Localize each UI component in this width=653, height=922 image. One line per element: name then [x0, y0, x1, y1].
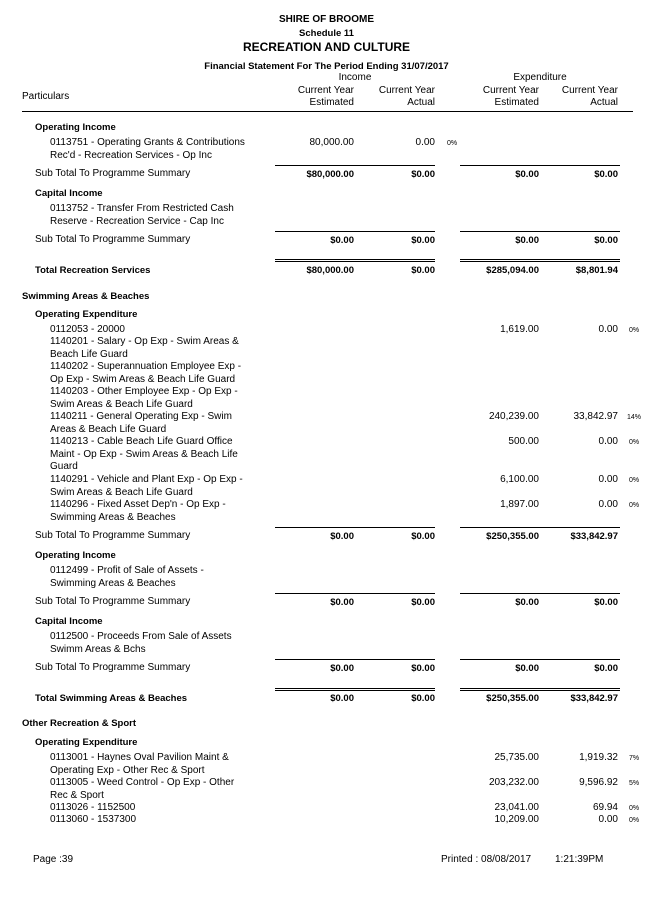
expenditure-actual-value: 33,842.97 [573, 411, 618, 422]
subtotal-exp-act: $0.00 [594, 235, 618, 246]
particulars-label: Particulars [22, 91, 70, 102]
subtotal-label: Sub Total To Programme Summary [35, 530, 191, 541]
percent-value: 5% [629, 780, 640, 787]
total-rule [275, 688, 435, 689]
percent-value: 0% [629, 805, 640, 812]
col-exp-est-h2: Estimated [494, 97, 539, 108]
total-inc-act: $0.00 [411, 265, 435, 276]
subtotal-label: Sub Total To Programme Summary [35, 168, 191, 179]
line-item-desc: 0113751 - Operating Grants & Contributions Rec'd - Recreation Services - Op Inc [50, 137, 245, 161]
expenditure-actual-value: 0.00 [598, 499, 618, 510]
col-exp-act-h2: Actual [590, 97, 618, 108]
percent-value: 0% [629, 327, 640, 334]
line-item-desc: 0113005 - Weed Control - Op Exp - Other Rec & Sport [50, 777, 235, 801]
total-exp-act: $8,801.94 [575, 265, 618, 276]
subtotal-inc-est: $0.00 [330, 531, 354, 542]
total-rule [275, 259, 435, 260]
subtotal-rule [275, 593, 435, 594]
income-estimated-value: 80,000.00 [309, 137, 354, 148]
income-actual-value: 0.00 [415, 137, 435, 148]
subtotal-rule [460, 527, 620, 528]
org-name: SHIRE OF BROOME [278, 14, 374, 25]
line-item-desc: 0112053 - 20000 [50, 324, 125, 335]
subtotal-inc-act: $0.00 [411, 235, 435, 246]
total-rule [460, 261, 620, 262]
subtotal-inc-est: $0.00 [330, 663, 354, 674]
subtotal-inc-act: $0.00 [411, 597, 435, 608]
expenditure-actual-value: 0.00 [598, 324, 618, 335]
percent-value: 0% [629, 477, 640, 484]
col-inc-act-h1: Current Year [378, 85, 435, 96]
section-heading: Capital Income [35, 188, 103, 199]
line-item-desc: 1140203 - Other Employee Exp - Op Exp - Swim Areas & Beach Life Guard [50, 386, 238, 410]
col-exp-est-h1: Current Year [482, 85, 539, 96]
subtotal-exp-est: $0.00 [515, 169, 539, 180]
percent-value: 0% [629, 502, 640, 509]
subtotal-rule [275, 231, 435, 232]
printed-time: 1:21:39PM [555, 854, 604, 865]
income-label: Income [338, 72, 372, 83]
total-rule [460, 259, 620, 260]
expenditure-estimated-value: 500.00 [508, 436, 539, 447]
subtotal-exp-act: $0.00 [594, 597, 618, 608]
percent-value: 0% [629, 439, 640, 446]
page-subtitle: Financial Statement For The Period Ending 31/07/2017 [204, 61, 449, 72]
section-heading: Operating Expenditure [35, 309, 138, 320]
page-title: RECREATION AND CULTURE [242, 40, 411, 54]
section-heading: Capital Income [35, 616, 103, 627]
expenditure-actual-value: 1,919.32 [579, 752, 618, 763]
subtotal-rule [275, 165, 435, 166]
subtotal-inc-est: $80,000.00 [306, 169, 354, 180]
expenditure-estimated-value: 1,897.00 [500, 499, 539, 510]
total-inc-est: $0.00 [330, 693, 354, 704]
total-exp-est: $285,094.00 [486, 265, 539, 276]
expenditure-actual-value: 0.00 [598, 814, 618, 825]
line-item-desc: 1140201 - Salary - Op Exp - Swim Areas & Beach Life Guard [50, 336, 239, 360]
line-item-desc: 0112500 - Proceeds From Sale of Assets Swimm Areas & Bchs [50, 631, 232, 655]
line-item-desc: 1140213 - Cable Beach Life Guard Office Maint - Op Exp - Swim Areas & Beach Life Guard [50, 436, 238, 472]
line-item-desc: 0113060 - 1537300 [50, 814, 137, 825]
program-heading: Swimming Areas & Beaches [22, 291, 150, 302]
total-rule [460, 688, 620, 689]
section-heading: Operating Expenditure [35, 737, 138, 748]
expenditure-estimated-value: 25,735.00 [494, 752, 539, 763]
subtotal-rule [460, 593, 620, 594]
percent-value: 0% [447, 140, 458, 147]
line-item-desc: 0113752 - Transfer From Restricted Cash Reserve - Recreation Service - Cap Inc [50, 203, 234, 227]
expenditure-estimated-value: 203,232.00 [488, 777, 539, 788]
expenditure-actual-value: 0.00 [598, 436, 618, 447]
expenditure-actual-value: 9,596.92 [579, 777, 618, 788]
expenditure-estimated-value: 6,100.00 [500, 474, 539, 485]
subtotal-exp-act: $33,842.97 [570, 531, 618, 542]
subtotal-rule [460, 165, 620, 166]
subtotal-exp-est: $0.00 [515, 235, 539, 246]
col-inc-act-h2: Actual [407, 97, 435, 108]
printed-date: Printed : 08/08/2017 [441, 854, 532, 865]
col-inc-est-h2: Estimated [309, 97, 354, 108]
line-item-desc: 0113001 - Haynes Oval Pavilion Maint & Operating Exp - Other Rec & Sport [50, 752, 229, 776]
line-item-desc: 0112499 - Profit of Sale of Assets - Swimming Areas & Beaches [50, 565, 204, 589]
line-item-desc: 1140296 - Fixed Asset Dep'n - Op Exp - Swimming Areas & Beaches [50, 499, 226, 523]
percent-value: 7% [629, 755, 640, 762]
col-inc-est-h1: Current Year [297, 85, 354, 96]
subtotal-label: Sub Total To Programme Summary [35, 662, 191, 673]
total-label: Total Swimming Areas & Beaches [35, 693, 188, 704]
total-rule [275, 690, 435, 691]
header-rule [22, 111, 633, 112]
subtotal-inc-est: $0.00 [330, 597, 354, 608]
total-rule [460, 690, 620, 691]
subtotal-exp-act: $0.00 [594, 169, 618, 180]
expenditure-estimated-value: 10,209.00 [494, 814, 539, 825]
schedule-label: Schedule 11 [299, 28, 354, 39]
line-item-desc: 1140211 - General Operating Exp - Swim Areas & Beach Life Guard [50, 411, 232, 435]
subtotal-label: Sub Total To Programme Summary [35, 596, 191, 607]
expenditure-label: Expenditure [513, 72, 567, 83]
line-item-desc: 1140291 - Vehicle and Plant Exp - Op Exp - Swim Areas & Beach Life Guard [50, 474, 243, 498]
line-item-desc: 0113026 - 1152500 [50, 802, 136, 813]
subtotal-rule [460, 659, 620, 660]
expenditure-estimated-value: 23,041.00 [494, 802, 539, 813]
total-inc-est: $80,000.00 [306, 265, 354, 276]
subtotal-exp-est: $250,355.00 [486, 531, 539, 542]
total-rule [275, 261, 435, 262]
subtotal-rule [460, 231, 620, 232]
percent-value: 0% [629, 817, 640, 824]
section-heading: Operating Income [35, 122, 116, 133]
total-label: Total Recreation Services [35, 265, 151, 276]
total-exp-est: $250,355.00 [486, 693, 539, 704]
col-exp-act-h1: Current Year [561, 85, 618, 96]
expenditure-estimated-value: 1,619.00 [500, 324, 539, 335]
section-heading: Operating Income [35, 550, 116, 561]
total-exp-act: $33,842.97 [570, 693, 618, 704]
subtotal-rule [275, 527, 435, 528]
subtotal-label: Sub Total To Programme Summary [35, 234, 191, 245]
program-heading: Other Recreation & Sport [22, 718, 137, 729]
subtotal-inc-act: $0.00 [411, 663, 435, 674]
expenditure-actual-value: 0.00 [598, 474, 618, 485]
subtotal-inc-act: $0.00 [411, 531, 435, 542]
total-inc-act: $0.00 [411, 693, 435, 704]
expenditure-estimated-value: 240,239.00 [488, 411, 539, 422]
subtotal-inc-est: $0.00 [330, 235, 354, 246]
page-number: Page :39 [33, 854, 74, 865]
subtotal-exp-est: $0.00 [515, 663, 539, 674]
subtotal-inc-act: $0.00 [411, 169, 435, 180]
expenditure-actual-value: 69.94 [592, 802, 618, 813]
subtotal-exp-est: $0.00 [515, 597, 539, 608]
subtotal-exp-act: $0.00 [594, 663, 618, 674]
line-item-desc: 1140202 - Superannuation Employee Exp - Op Exp - Swim Areas & Beach Life Guard [50, 361, 242, 385]
subtotal-rule [275, 659, 435, 660]
percent-value: 14% [627, 414, 642, 421]
